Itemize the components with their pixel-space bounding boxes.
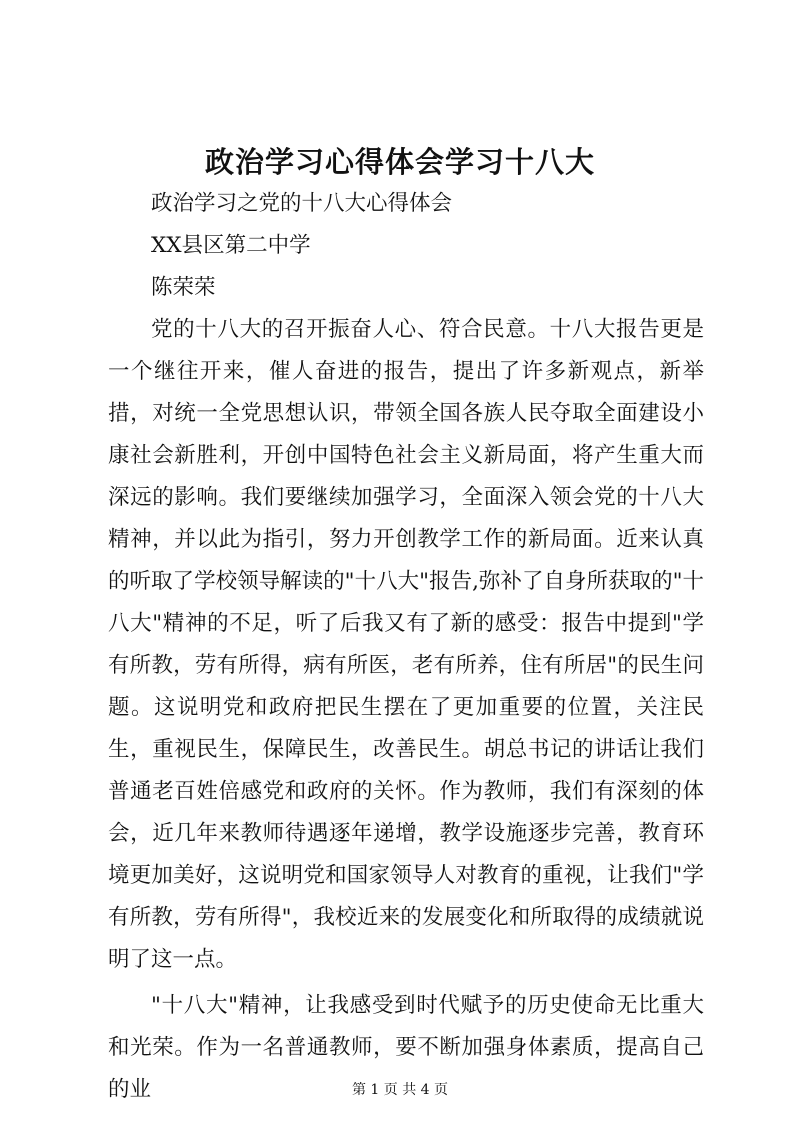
- page-number-footer: 第 1 页 共 4 页: [351, 1082, 449, 1098]
- author-line: 陈荣荣: [151, 275, 216, 300]
- subtitle-line: 政治学习之党的十八大心得体会: [151, 191, 453, 216]
- document-body: [108, 183, 704, 1111]
- school-line: XX县区第二中学: [151, 233, 311, 258]
- body-paragraph: "十八大"精神，让我感受到时代赋予的历史使命无比重大和光荣。作为一名普通教师，要不断加强身体素质，提高自己的业: [108, 993, 704, 1102]
- body-paragraph: 党的十八大的召开振奋人心、符合民意。十八大报告更是一个继往开来，催人奋进的报告，提出了许多新观点，新举措，对统一全党思想认识，带领全国各族人民夺取全面建设小康社会新胜利，开创中国特色社会主义新局面，将产生重大而深远的影响。我们要继续加强学习，全面深入领会党的十八大精神，并以此为指引，努力开创教学工作的新局面。近来认真的听取了学校领导解读的"十八大"报告,弥补了自身所获取的"十八大"精神的不足，听了后我又有了新的感受：报告中提到"学有所教，劳有所得，病有所医，老有所养，住有所居"的民生问题。这说明党和政府把民生摆在了更加重要的位置，关注民生，重视民生，保障民生，改善民生。胡总书记的讲话让我们普通老百姓倍感党和政府的关怀。作为教师，我们有深刻的体会，近几年来教师待遇逐年递增，教学设施逐步完善，教育环境更加美好，这说明党和国家领导人对教育的重视，让我们"学有所教，劳有所得"，我校近来的发展变化和所取得的成绩就说明了这一点。: [108, 317, 704, 972]
- page-title: 政治学习心得体会学习十八大: [204, 145, 595, 179]
